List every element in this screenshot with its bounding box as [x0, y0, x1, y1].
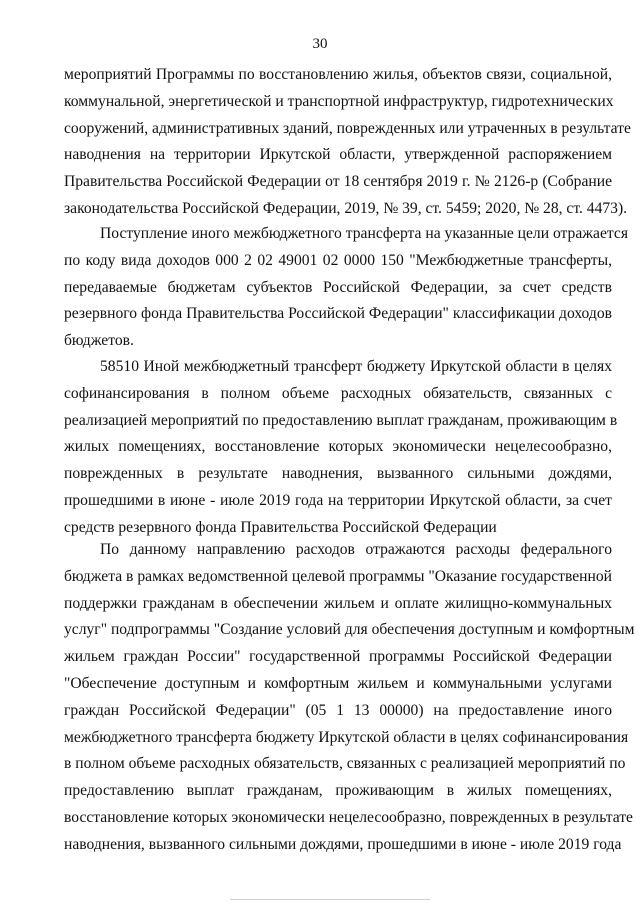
text-line: наводнения, вызванного сильными дождями, прошедшими в июне - июле 2019 года — [64, 835, 622, 853]
text-line: коммунальной, энергетической и транспортной инфраструктур, гидротехнических — [64, 92, 614, 110]
text-line: предоставлению выплат гражданам, проживающим в жилых помещениях, — [64, 782, 612, 800]
page-number: 30 — [312, 36, 328, 52]
text-line: Поступление иного межбюджетного трансферта на указанные цели отражается — [100, 225, 628, 242]
text-line: Правительства Российской Федерации от 18 сентября 2019 г. № 2126-р (Собрание — [64, 173, 612, 191]
text-line: поддержки гражданам в обеспечении жильем и оплате жилищно-коммунальных — [64, 594, 612, 612]
text-line: прошедшими в июне - июле 2019 года на территории Иркутской области, за счет — [64, 492, 612, 509]
text-line: передаваемые бюджетам субъектов Российской Федерации, за счет средств — [64, 278, 612, 296]
text-line: граждан Российской Федерации" (05 1 13 00000) на предоставление иного — [64, 701, 612, 719]
text-line: по коду вида доходов 000 2 02 49001 02 0000 150 "Межбюджетные трансферты, — [64, 251, 612, 269]
scan-artifact-line — [230, 899, 430, 900]
text-line: жильем граждан России" государственной программы Российской Федерации — [64, 648, 612, 666]
text-line: По данному направлению расходов отражаются расходы федерального — [100, 541, 612, 558]
text-line: бюджета в рамках ведомственной целевой программы "Оказание государственной — [64, 567, 612, 585]
text-line: наводнения на территории Иркутской области, утвержденной распоряжением — [64, 146, 612, 164]
text-line: средств резервного фонда Правительства Российской Федерации — [64, 518, 497, 536]
text-line: "Обеспечение доступным и комфортным жильем и коммунальными услугами — [64, 675, 612, 692]
text-line: резервного фонда Правительства Российской Федерации" классификации доходов — [64, 305, 612, 323]
text-line: реализацией мероприятий по предоставлению выплат гражданам, проживающим в — [64, 411, 618, 429]
text-line: в полном объеме расходных обязательств, связанных с реализацией мероприятий по — [64, 755, 626, 773]
text-line: мероприятий Программы по восстановлению жилья, объектов связи, социальной, — [64, 66, 612, 83]
text-line: межбюджетного трансферта бюджету Иркутской области в целях софинансирования — [64, 728, 629, 746]
text-line: сооружений, административных зданий, поврежденных или утраченных в результате — [64, 119, 631, 137]
text-line: жилых помещениях, восстановление которых экономически нецелесообразно, — [64, 438, 612, 456]
text-line: софинансирования в полном объеме расходных обязательств, связанных с — [64, 384, 612, 402]
text-line: законодательства Российской Федерации, 2019, № 39, ст. 5459; 2020, № 28, ст. 4473). — [64, 200, 628, 217]
text-line: бюджетов. — [64, 332, 134, 350]
text-line: восстановление которых экономически нецелесообразно, поврежденных в результате — [64, 809, 633, 826]
text-line: 58510 Иной межбюджетный трансферт бюджету Иркутской области в целях — [100, 358, 612, 375]
text-line: услуг" подпрограммы "Создание условий для обеспечения доступным и комфортным — [64, 621, 635, 639]
text-line: поврежденных в результате наводнения, вызванного сильными дождями, — [64, 465, 612, 483]
